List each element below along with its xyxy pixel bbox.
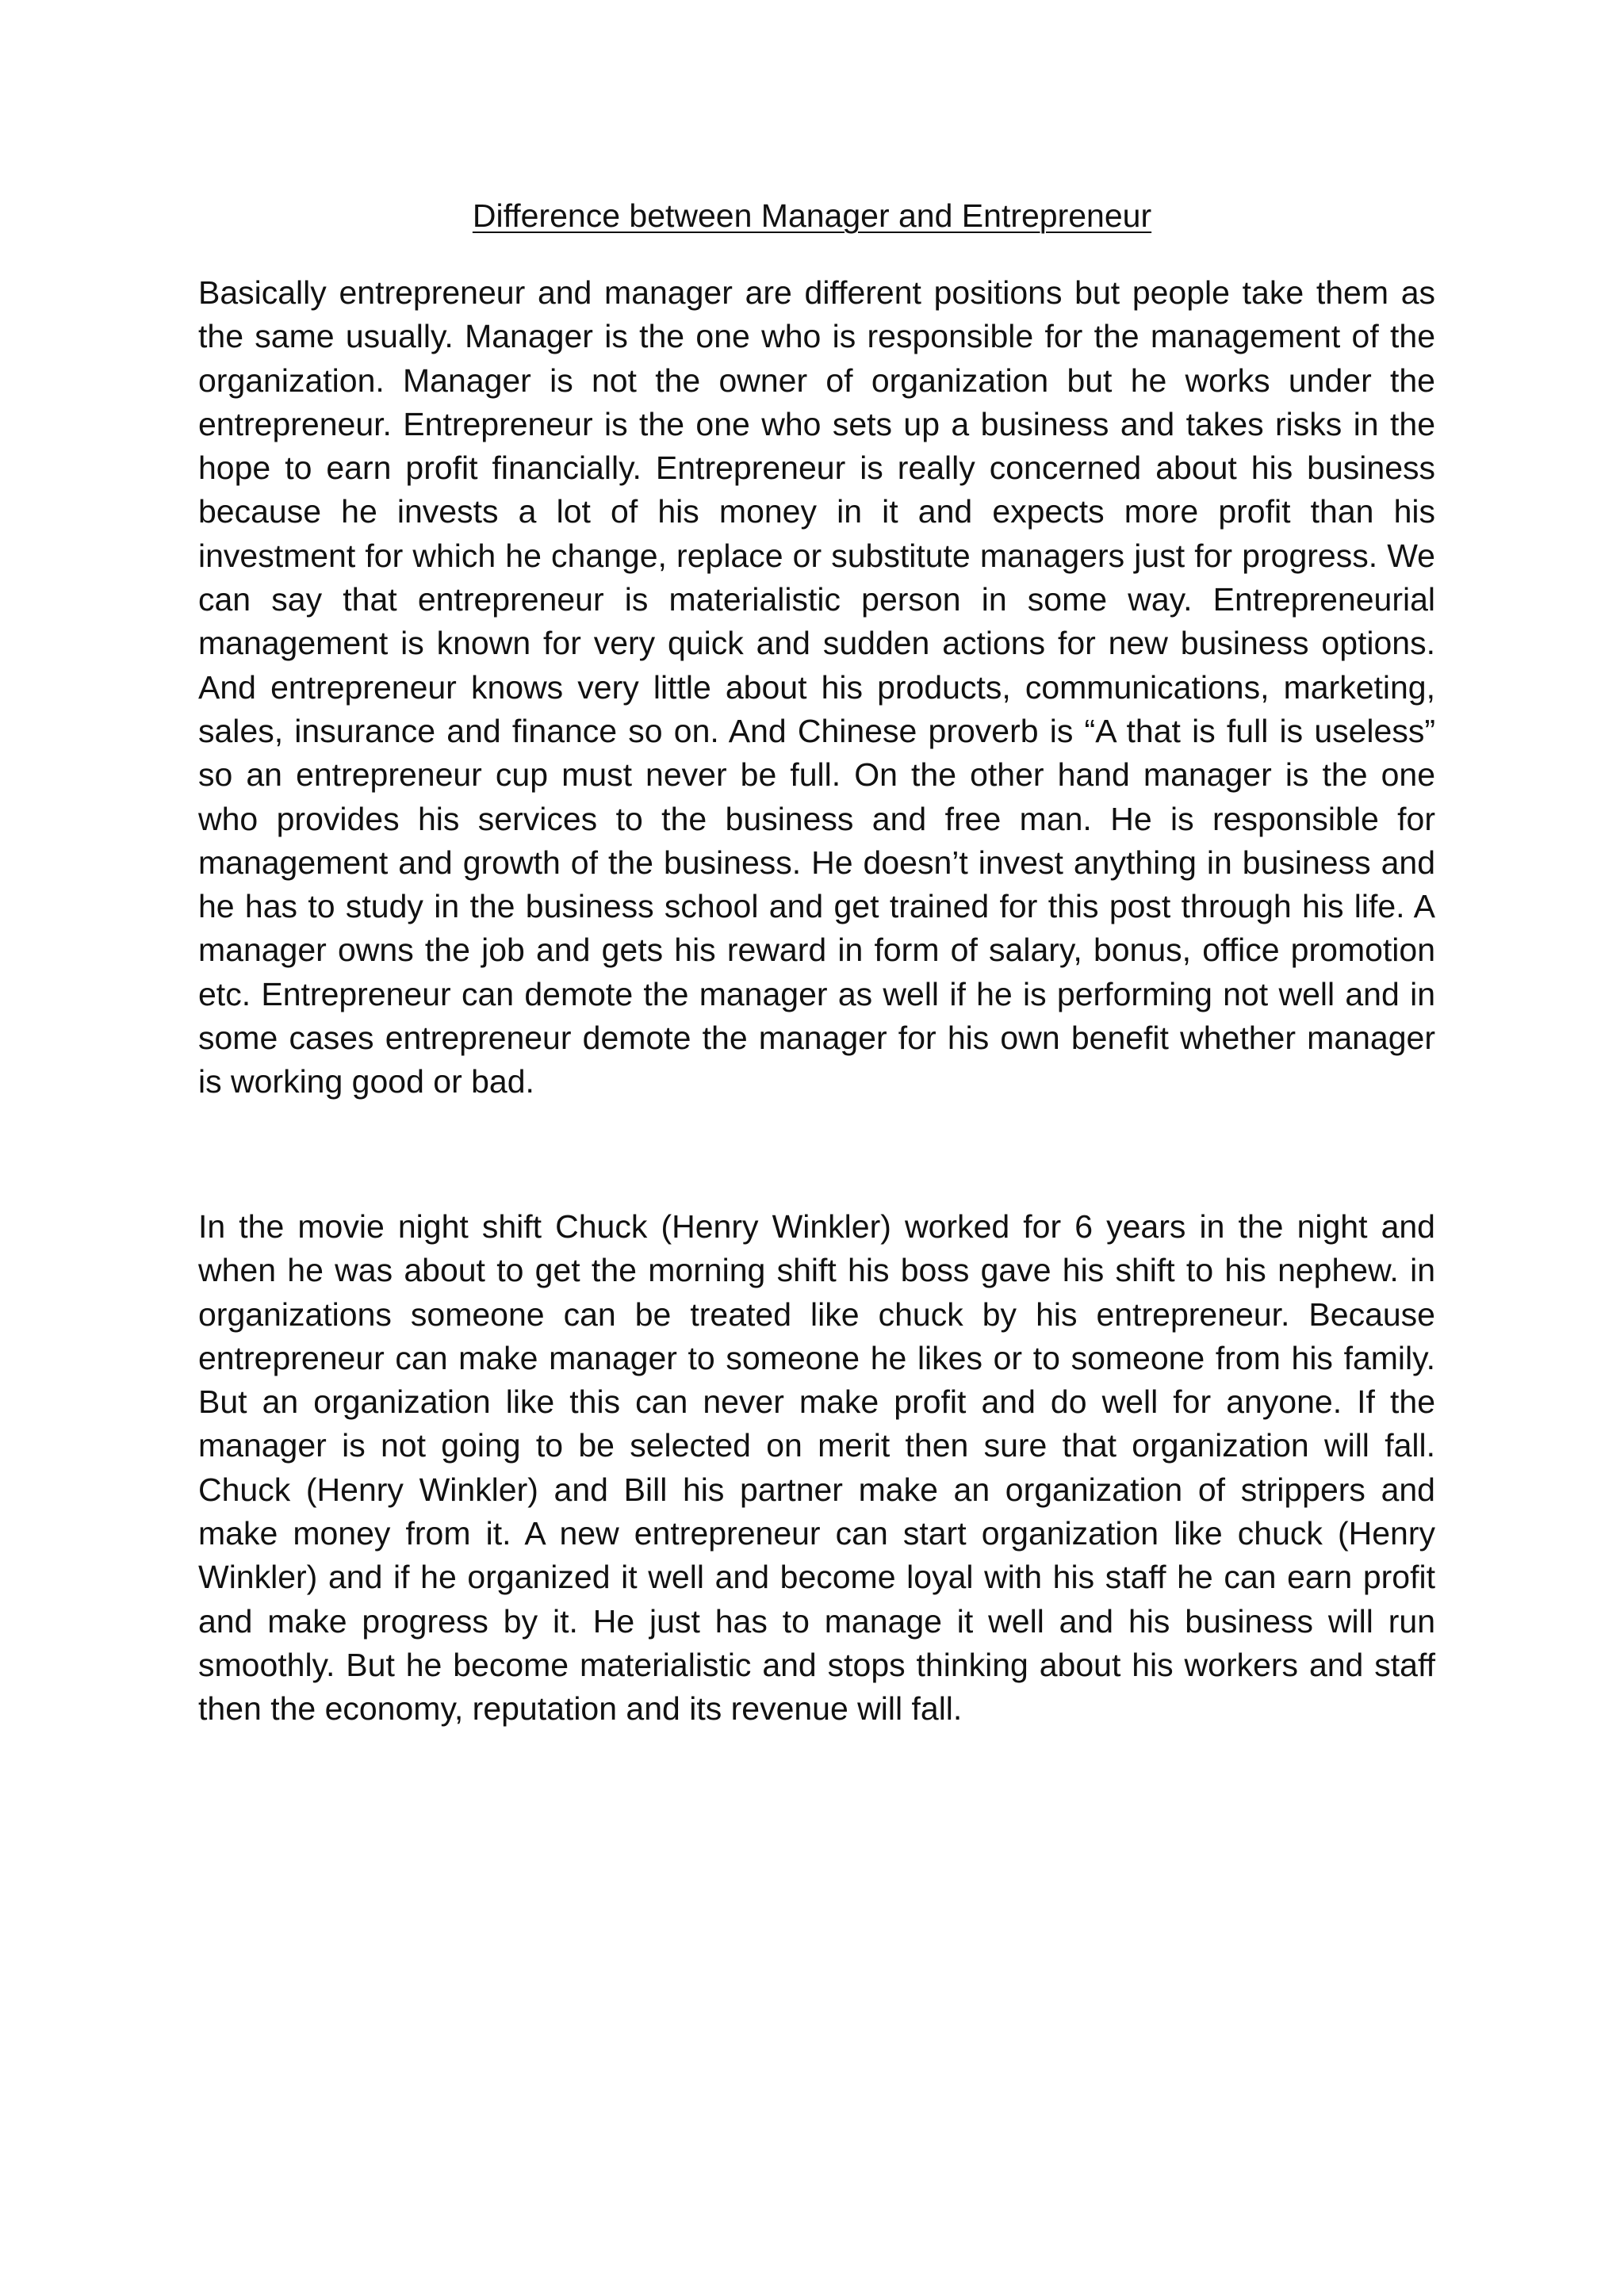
- body-paragraph-1: Basically entrepreneur and manager are different positions but people take them as the same usually. Manager is the one who is responsible for the management of the organization. Manager is not the owner of organization but he works under the entrepreneur. Entrepreneur is the one who sets up a business and takes risks in the hope to earn profit financially. Entrepreneur is really concerned about his business because he invests a lot of his money in it and expects more profit than his investment for which he change, replace or substitute managers just for progress. We can say that entrepreneur is materialistic person in some way. Entrepreneurial management is known for very quick and sudden actions for new business options. And entrepreneur knows very little about his products, communications, marketing, sales, insurance and finance so on. And Chinese proverb is “A that is full is useless” so an entrepreneur cup must never be full. On the other hand manager is the one who provides his services to the business and free man. He is responsible for management and growth of the business. He doesn’t invest anything in business and he has to study in the business school and get trained for this post through his life. A manager owns the job and gets his reward in form of salary, bonus, office promotion etc. Entrepreneur can demote the manager as well if he is performing not well and in some cases entrepreneur demote the manager for his own benefit whether manager is working good or bad.: [198, 274, 1435, 1100]
- document-title: Difference between Manager and Entrepreneur: [472, 197, 1152, 234]
- body-paragraph-2: In the movie night shift Chuck (Henry Winkler) worked for 6 years in the night and when he was about to get the morning shift his boss gave his shift to his nephew. in organizations someone can be treated like chuck by his entrepreneur. Because entrepreneur can make manager to someone he likes or to someone from his family. But an organization like this can never make profit and do well for anyone. If the manager is not going to be selected on merit then sure that organization will fall. Chuck (Henry Winkler) and Bill his partner make an organization of strippers and make money from it. A new entrepreneur can start organization like chuck (Henry Winkler) and if he organized it well and become loyal with his staff he can earn profit and make progress by it. He just has to manage it well and his business will run smoothly. But he become materialistic and stops thinking about his workers and staff then the economy, reputation and its revenue will fall.: [198, 1208, 1435, 1728]
